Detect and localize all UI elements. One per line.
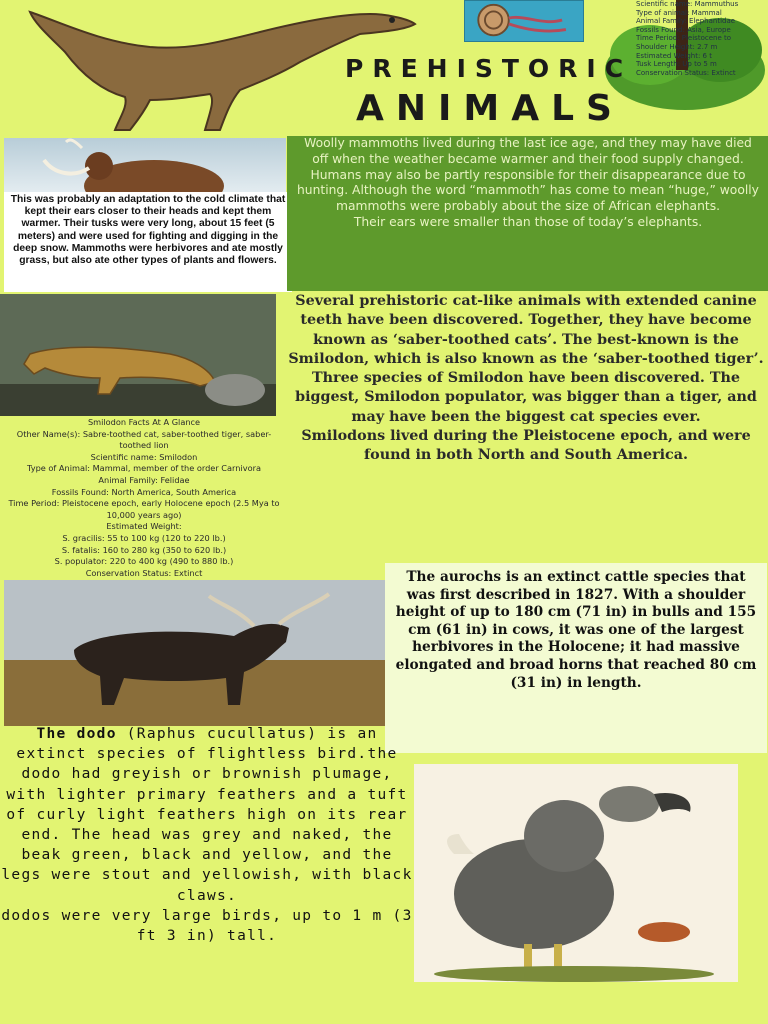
fact-line: S. populator: 220 to 400 kg (490 to 880 lb.): [54, 556, 234, 567]
dodo-paragraph-2: dodos were very large birds, up to 1 m (3 ft 3 in) tall.: [1, 907, 413, 945]
mammoth-paragraph-2: Their ears were smaller than those of today’s elephants.: [353, 214, 703, 229]
fact-line: Animal Family: Elephantidae: [636, 17, 736, 26]
aurochs-description: The aurochs is an extinct cattle species that was first described in 1827. With a shoulder height of up to 180 cm (71 in) in bulls and 155 cm (61 in) in cows, it was one of the largest herbivores in the Holocene; it had massive elongated and broad horns that reached 80 cm (31 in) in length.: [385, 563, 767, 753]
fact-line: Animal Family: Felidae: [98, 474, 190, 485]
page-title-line1: PREHISTORIC: [345, 54, 633, 83]
fact-line: Smilodon Facts At A Glance: [87, 417, 201, 427]
fact-line: Scientific name: Smilodon: [90, 451, 198, 462]
aurochs-image: [4, 580, 388, 726]
fact-line: Type of Animal: Mammal, member of the order Carnivora: [27, 463, 261, 474]
fact-line: Time Period: Pleistocene epoch, early Holocene epoch (2.5 Mya to 10,000 years ago): [8, 498, 280, 520]
mammoth-paragraph: Woolly mammoths lived during the last ice age, and they may have died off when the weather became warmer and their food supply changed. Humans may also be partly responsible for their disappearance due to hunting. Although the word “mammoth” has come to mean “huge,” woolly mammoths were probably about the size of African elephants.: [297, 136, 759, 214]
fact-line: Fossils Found: North America, South America: [51, 486, 237, 497]
smilodon-paragraph-2: Smilodons lived during the Pleistocene epoch, and were found in both North and South America.: [301, 428, 751, 464]
fact-line: Tusk Length: Up to 5 m: [636, 60, 717, 69]
fact-line: Estimated Weight:: [106, 521, 182, 532]
fact-line: Type of animal: Mammal: [636, 8, 722, 17]
page-title-line2: ANIMALS: [356, 88, 624, 129]
dodo-description: [0, 724, 414, 946]
fact-line: Shoulder Height: 2.7 m: [636, 42, 718, 51]
smilodon-image: [0, 294, 276, 416]
fact-line: Conservation Status: Extinct: [636, 68, 736, 77]
fact-line: Time Period: Pleistocene to: [636, 34, 732, 43]
fact-line: Conservation Status: Extinct: [85, 567, 203, 578]
mammoth-caption: This was probably an adaptation to the cold climate that kept their ears closer to their heads and kept them warmer. Their tusks were very long, about 15 feet (5 meters) and were used for fighting and digging in the deep snow. Mammoths were herbivores and ate mostly grass, but also ate other types of plants and flowers.: [4, 192, 292, 292]
dodo-paragraph: [0, 724, 414, 906]
smilodon-description: [284, 292, 768, 466]
smilodon-facts: [2, 417, 286, 579]
ammonite-image: [464, 0, 584, 42]
fact-line: Scientific name: Mammuthus: [636, 0, 739, 8]
dodo-body: (Raphus cucullatus) is an extinct species of flightless bird.the dodo had greyish or brownish plumage, with lighter primary feathers and a tuft of curly light feathers high on its rear end. The head was grey and naked, the beak green, black and yellow, and the legs were stout and yellowish, with black claws.: [1, 726, 413, 904]
fact-line: S. fatalis: 160 to 280 kg (350 to 620 lb.): [61, 544, 227, 555]
mammoth-description: [287, 136, 768, 291]
dodo-lead: The dodo: [36, 726, 117, 742]
fact-line: Estimated Weight: 6 t: [636, 51, 712, 60]
dodo-image: [414, 764, 738, 982]
fact-line: Other Name(s): Sabre-toothed cat, saber-toothed tiger, saber-toothed lion: [16, 428, 272, 451]
fact-line: Fossils Found: Asia, Europe: [636, 25, 731, 34]
mammoth-image: [4, 138, 286, 196]
smilodon-paragraph: Several prehistoric cat-like animals with extended canine teeth have been discovered. Together, they have become known as ‘saber-toothed cats’. The best-known is the Smilodon, which is also known as the ‘saber-toothed tiger’. Three species of Smilodon have been discovered. The biggest, Smilodon populator, was bigger than a tiger, and may have been the biggest cat species ever.: [288, 293, 764, 425]
fact-line: S. gracilis: 55 to 100 kg (120 to 220 lb.): [62, 532, 226, 543]
